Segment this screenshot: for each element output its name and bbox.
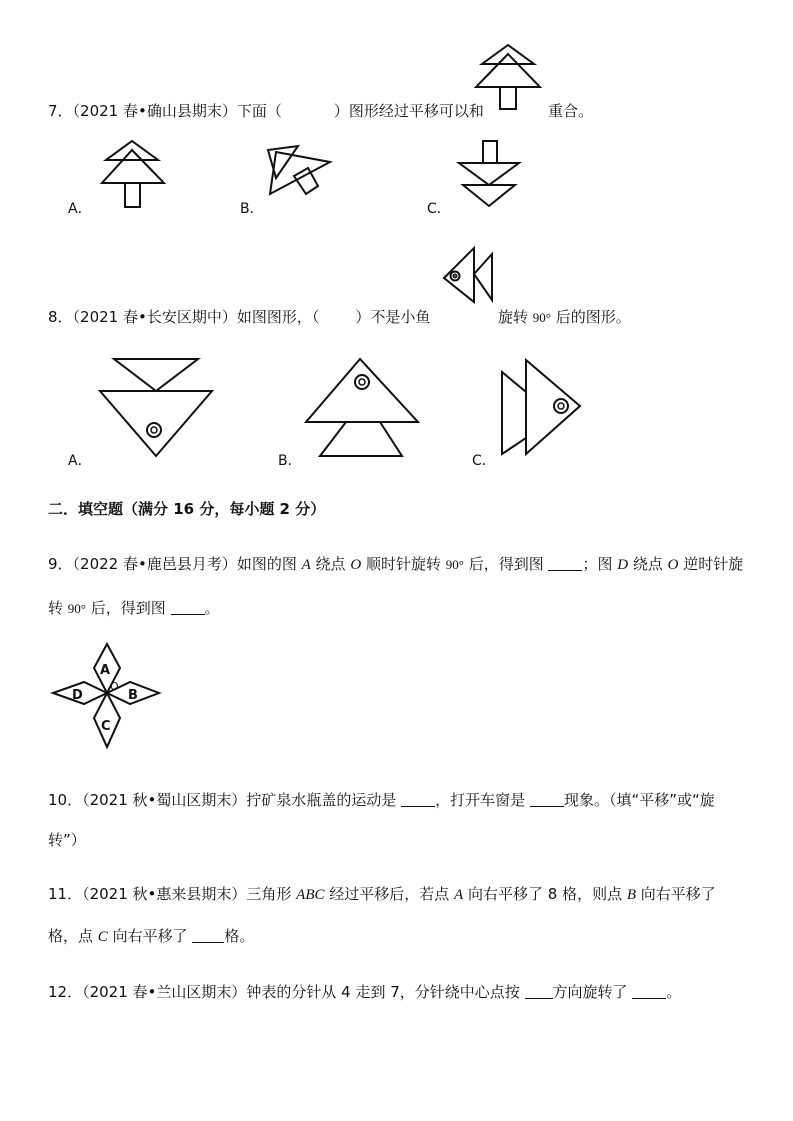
q10-text: ，打开车窗是 bbox=[435, 791, 530, 809]
q10-text: 现象。（填“平移”或“旋 bbox=[563, 791, 715, 809]
q9-text: 后，得到图 bbox=[85, 599, 171, 617]
q9-label-c: C bbox=[101, 719, 111, 734]
q7-source: （2021 春•确山县期末）下面（ bbox=[72, 102, 282, 120]
q12-blank-1[interactable] bbox=[525, 983, 553, 999]
q11-var-c: C bbox=[97, 929, 108, 945]
q9-text: 逆时针旋 bbox=[678, 555, 744, 573]
q9-text: 转 bbox=[48, 599, 68, 617]
q11-var-b: B bbox=[626, 887, 637, 903]
q11-line-2 bbox=[48, 925, 254, 946]
q9-label-d: D bbox=[72, 688, 83, 703]
q11-text: 向右平移了 8 格，则点 bbox=[463, 885, 627, 903]
q9-blank-1[interactable] bbox=[548, 555, 582, 571]
q8-rotate-text: 旋转 bbox=[498, 308, 533, 326]
q9-number: 9． bbox=[48, 555, 73, 573]
q8-option-c-label: C． bbox=[472, 453, 496, 469]
q9-var-d: D bbox=[617, 557, 629, 573]
q9-line-1 bbox=[48, 553, 743, 574]
q9-text: 顺时针旋转 bbox=[361, 555, 446, 573]
q11-text: 格，点 bbox=[48, 927, 98, 945]
q8-end: 后的图形。 bbox=[550, 308, 631, 326]
q9-text: 绕点 bbox=[310, 555, 351, 573]
q9-text: 后，得到图 bbox=[463, 555, 549, 573]
q12-line bbox=[48, 981, 681, 1002]
q9-var-o: O bbox=[667, 557, 679, 573]
q8-number: 8． bbox=[48, 308, 73, 326]
q8-tail bbox=[498, 306, 631, 327]
q12-number: 12． bbox=[48, 983, 83, 1001]
q9-degree: 90° bbox=[67, 601, 86, 616]
q8-option-a-figure bbox=[96, 356, 216, 458]
q9-line-2 bbox=[48, 597, 220, 618]
q11-text: 格。 bbox=[224, 927, 255, 945]
q11-text: 经过平移后，若点 bbox=[324, 885, 455, 903]
q11-text: 向右平移了 bbox=[107, 927, 193, 945]
q9-var-o: O bbox=[350, 557, 362, 573]
q8-source: （2021 春•长安区期中）如图图形，（ bbox=[72, 308, 320, 326]
q9-label-b: B bbox=[128, 688, 138, 703]
q11-var-a: A bbox=[454, 887, 464, 903]
q11-text: （2021 秋•惠来县期末）三角形 bbox=[82, 885, 297, 903]
q11-var-abc: ABC bbox=[296, 887, 325, 903]
q9-degree: 90° bbox=[445, 557, 464, 572]
q7-end: 重合。 bbox=[548, 102, 594, 120]
q12-text: （2021 春•兰山区期末）钟表的分针从 4 走到 7，分针绕中心点按 bbox=[82, 983, 525, 1001]
q9-text: 绕点 bbox=[628, 555, 668, 573]
q7-stem: ）图形经过平移可以和 bbox=[333, 102, 484, 120]
q7-option-a-tree bbox=[98, 138, 168, 212]
q10-line-1 bbox=[48, 789, 715, 810]
section-2-heading: 二．填空题（满分 16 分，每小题 2 分） bbox=[48, 500, 326, 518]
q8-degree: 90° bbox=[532, 310, 551, 325]
q12-blank-2[interactable] bbox=[632, 983, 666, 999]
q7-number: 7． bbox=[48, 102, 73, 120]
q9-label-o: O bbox=[110, 680, 119, 693]
q8-option-b-figure bbox=[302, 356, 422, 460]
q12-text: 方向旋转了 bbox=[552, 983, 633, 1001]
q7-option-b-tree bbox=[262, 142, 334, 206]
q9-text: 。 bbox=[204, 599, 220, 617]
q7-option-c-tree bbox=[455, 138, 525, 210]
q11-text: 向右平移了 bbox=[636, 885, 716, 903]
q10-line-2: 转”） bbox=[48, 831, 86, 849]
q10-number: 10． bbox=[48, 791, 83, 809]
q8-option-b-label: B． bbox=[278, 453, 302, 469]
q8-option-a-label: A． bbox=[68, 453, 92, 469]
q8-fish-figure bbox=[440, 244, 500, 306]
q8-stem: ）不是小鱼 bbox=[355, 308, 431, 326]
q10-blank-2[interactable] bbox=[530, 791, 564, 807]
q9-label-a: A bbox=[100, 663, 111, 678]
q7-option-b-label: B． bbox=[240, 201, 264, 217]
q11-line-1 bbox=[48, 883, 716, 904]
q8-line bbox=[48, 306, 430, 327]
q7-option-a-label: A． bbox=[68, 201, 92, 217]
q7-reference-tree bbox=[470, 42, 550, 114]
q11-number: 11． bbox=[48, 885, 83, 903]
q9-blank-2[interactable] bbox=[171, 599, 205, 615]
q9-text: ；图 bbox=[582, 555, 618, 573]
q10-blank-1[interactable] bbox=[401, 791, 435, 807]
q9-text: （2022 春•鹿邑县月考）如图的图 bbox=[72, 555, 302, 573]
q12-text: 。 bbox=[666, 983, 682, 1001]
q9-rhombus-figure bbox=[50, 640, 165, 752]
q8-option-c-figure bbox=[496, 354, 586, 458]
q7-line bbox=[48, 100, 484, 121]
q7-option-c-label: C． bbox=[427, 201, 451, 217]
q11-blank[interactable] bbox=[192, 927, 224, 943]
q10-text: （2021 秋•蜀山区期末）拧矿泉水瓶盖的运动是 bbox=[82, 791, 402, 809]
q9-var-a: A bbox=[301, 557, 311, 573]
